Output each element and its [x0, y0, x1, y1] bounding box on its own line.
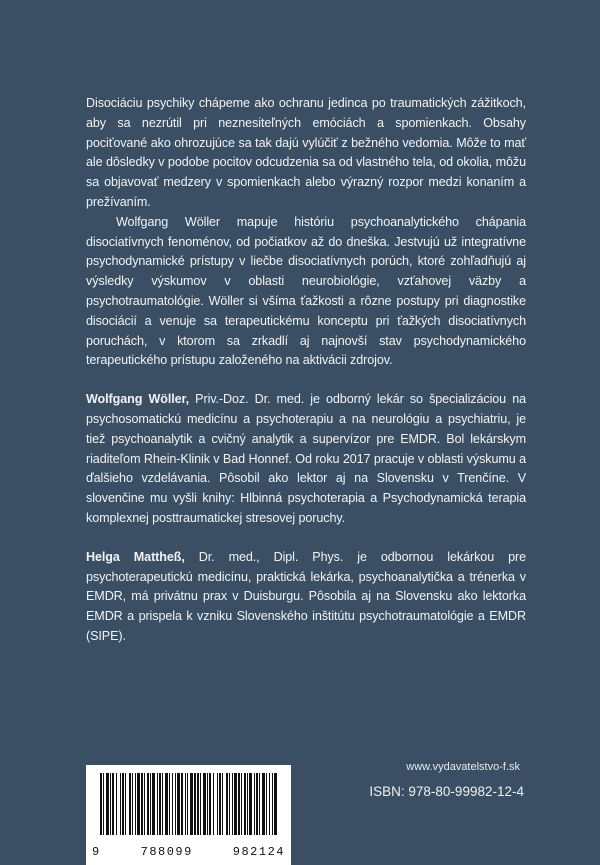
barcode-bar	[217, 773, 218, 835]
barcode-bar	[247, 773, 248, 835]
cover-text	[86, 94, 526, 647]
barcode-bar	[159, 773, 161, 835]
barcode-bar	[147, 773, 149, 835]
barcode-bar	[135, 773, 136, 835]
barcode-bar	[152, 773, 155, 835]
barcode-bar	[213, 773, 214, 835]
barcode-bar	[125, 773, 126, 835]
barcode-bar	[200, 773, 201, 835]
author-name-matthess: Helga Mattheß,	[86, 549, 185, 564]
barcode-bar	[185, 773, 186, 835]
barcode-bar	[129, 773, 131, 835]
barcode-right-digits: 982124	[232, 845, 285, 859]
barcode-bar	[175, 773, 176, 835]
barcode-bar	[194, 773, 196, 835]
barcode-bar	[120, 773, 121, 835]
barcode-bar	[238, 773, 240, 835]
barcode-bar	[141, 773, 143, 835]
barcode-bar	[234, 773, 237, 835]
barcode-lead-digit: 9	[92, 845, 101, 859]
barcode-bar	[209, 773, 211, 835]
barcode-bar	[112, 773, 114, 835]
barcode-bar	[100, 773, 102, 835]
barcode-bar	[222, 773, 223, 835]
barcode-bars	[100, 773, 280, 835]
barcode-bar	[172, 773, 173, 835]
barcode-bar	[162, 773, 163, 835]
barcode-bar	[165, 773, 168, 835]
barcode-bar	[232, 773, 233, 835]
barcode-bar	[259, 773, 260, 835]
barcode-bar	[181, 773, 183, 835]
blurb-paragraph-2: Wolfgang Wöller mapuje históriu psychoanalytického chápania disociatívnych fenoménov, od počiatkov až do dneška. Jestvujú už integratívne psychodynamické prístupy v liečbe disociatívnych porúch, ktoré zohľadňujú aj výsledky výskumov v oblasti neurobiológie, vzťahovej väzby a psychotraumatológie. Wöller si všíma ťažkosti a rôzne postupy pri diagnostike disociácií a venuje sa terapeutickému konceptu pri ťažkých disociatívnych poruchách, v ktorom sa zrkadlí aj najnovší stav psychodynamického terapeutického prístupu založeného na aktivácii zdrojov.	[86, 214, 526, 368]
barcode-bar	[122, 773, 124, 835]
barcode-bar	[262, 773, 265, 835]
barcode-bar	[177, 773, 180, 835]
blurb-paragraph-1: Disociáciu psychiky chápeme ako ochranu jedinca po traumatických zážitkoch, aby sa nezrútil pri neznesiteľných emóciách a spomienkach. Obsahy pociťované ako ohrozujúce sa tak dajú vylúčiť z bežného vedomia. Môže to mať ale dôsledky v podobe pocitov odcudzenia sa od vlastného tela, od okolia, môžu sa objavovať medzery v spomienkach alebo výrazný rozpor medzi konaním a prežívaním.	[86, 96, 526, 209]
barcode-bar	[137, 773, 140, 835]
barcode-bar	[266, 773, 267, 835]
barcode-bar	[106, 773, 109, 835]
author-name-woller: Wolfgang Wöller,	[86, 392, 190, 407]
barcode-bar	[241, 773, 242, 835]
barcode-bar	[256, 773, 258, 835]
barcode-bar	[132, 773, 133, 835]
barcode-bar	[229, 773, 230, 835]
author-bio-matthess	[86, 548, 526, 647]
barcode-bar	[249, 773, 252, 835]
barcode	[86, 765, 291, 865]
barcode-bar	[219, 773, 221, 835]
barcode-bar	[110, 773, 111, 835]
author-bio-woller	[86, 390, 526, 529]
barcode-bar	[274, 773, 277, 835]
barcode-bar	[254, 773, 255, 835]
barcode-left-digits: 788099	[140, 845, 193, 859]
barcode-bar	[103, 773, 104, 835]
barcode-bar	[207, 773, 208, 835]
barcode-bar	[157, 773, 158, 835]
barcode-bar	[272, 773, 273, 835]
barcode-bar	[244, 773, 246, 835]
barcode-bar	[269, 773, 270, 835]
barcode-bar	[116, 773, 117, 835]
author-bio-text-woller: Priv.-Doz. Dr. med. je odborný lekár so špecializáciou na psychosomatickú medicínu a psychoterapiu a na neurológiu a psychiatriu, je tiež psychoanalytik a cvičný analytik a supervízor pre EMDR. Bol lekárskym riaditeľom Rhein-Klinik v Bad Honnef. Od roku 2017 pracuje v oblasti výskumu a ďalšieho vzdelávania. Pôsobil ako lektor aj na Slovensku v Trenčíne. V slovenčine mu vyšli knihy: Hlbinná psychoterapia a Psychodynamická terapia komplexnej posttraumatickej stresovej poruchy.	[86, 392, 527, 525]
barcode-bar	[226, 773, 228, 835]
barcode-bar	[203, 773, 206, 835]
barcode-bar	[197, 773, 199, 835]
barcode-bar	[144, 773, 145, 835]
barcode-bar	[150, 773, 151, 835]
barcode-digits	[86, 845, 291, 859]
publisher-website: www.vydavatelstvo-f.sk	[406, 761, 520, 773]
barcode-bar	[169, 773, 170, 835]
barcode-bar	[190, 773, 193, 835]
barcode-bar	[187, 773, 188, 835]
isbn-label: ISBN: 978-80-99982-12-4	[369, 784, 524, 799]
author-bio-text-matthess: Dr. med., Dipl. Phys. je odbornou lekárkou pre psychoterapeutickú medicínu, praktická lekárka, psychoanalytička a trénerka v EMDR, má privátnu prax v Duisburgu. Pôsobila aj na Slovensku ako lektorka EMDR a prispela k vzniku Slovenského inštitútu psychotraumatológie a EMDR (SIPE).	[86, 549, 526, 643]
